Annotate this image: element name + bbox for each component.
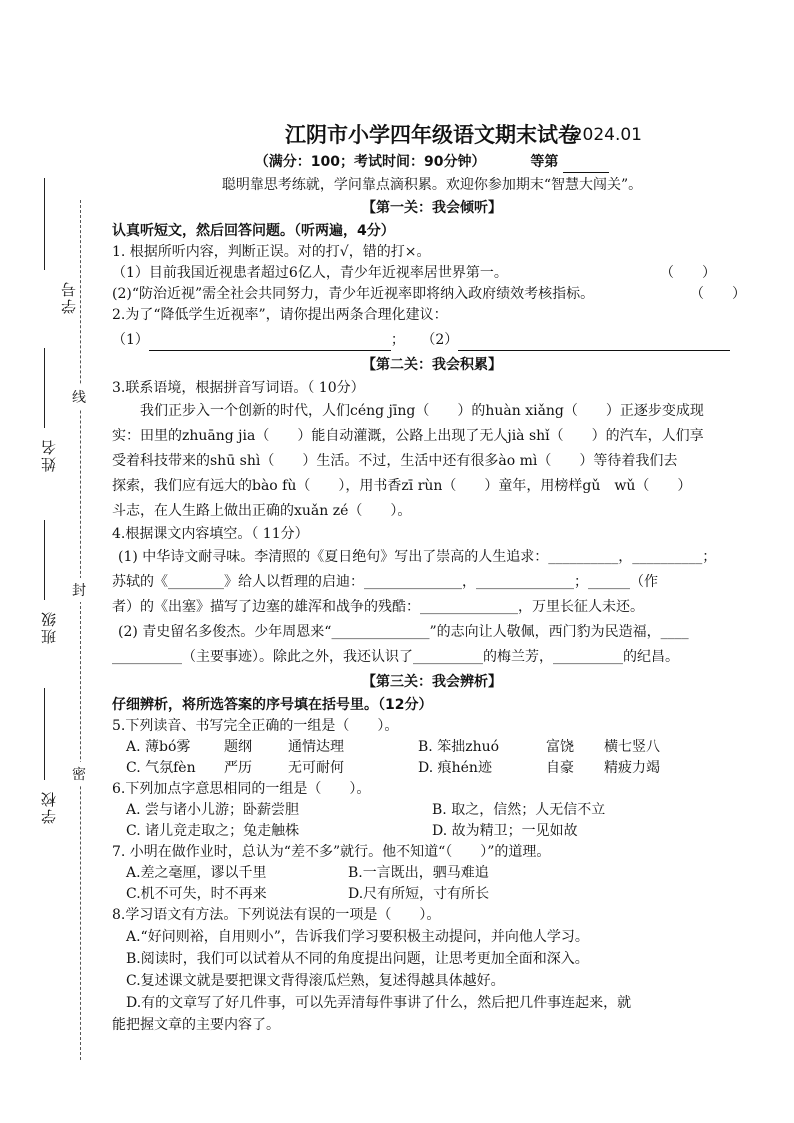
question-3: 3.联系语境，根据拼音写词语。（ 10分） bbox=[112, 380, 365, 396]
option-word: 自豪 bbox=[546, 760, 574, 776]
question-1b-text: (2)“防治近视”需全社会共同努力，青少年近视率即将纳入政府绩效考核指标。 bbox=[112, 286, 595, 302]
fill-line: 者）的《出塞》描写了边塞的雄浑和战争的残酷：______________，万里长征人未还。 bbox=[112, 599, 644, 615]
class-line[interactable] bbox=[44, 520, 45, 600]
option[interactable]: D.有的文章写了好几件事，可以先弄清每件事讲了什么，然后把几件事连起来，就 bbox=[126, 995, 632, 1011]
option[interactable]: A. 薄bó雾 bbox=[126, 739, 191, 755]
student-id-label: 学号 bbox=[60, 280, 78, 314]
question-2-answers bbox=[112, 330, 752, 351]
answer-label-2: （2） bbox=[421, 332, 459, 348]
section3-heading: 【第三关：我会辨析】 bbox=[362, 674, 502, 690]
grade-label: 等第 bbox=[530, 154, 559, 170]
option-continued: 能把握文章的主要内容了。 bbox=[112, 1017, 280, 1033]
fill-line: 苏轼的《________》给人以哲理的启迪：______________，______________；______（作 bbox=[112, 574, 658, 590]
option[interactable]: C.复述课文就是要把课文背得滚瓜烂熟，复述得越具体越好。 bbox=[126, 973, 505, 989]
seal-char-secret: 密 bbox=[72, 762, 86, 786]
question-6-options-row bbox=[112, 800, 752, 821]
question-6-options-row bbox=[112, 821, 752, 842]
question-7-options-row bbox=[112, 884, 752, 905]
question-8-options bbox=[112, 926, 752, 1036]
grade-blank[interactable] bbox=[563, 156, 609, 173]
option[interactable]: A.差之毫厘，谬以千里 bbox=[126, 865, 267, 881]
section3-instruction: 仔细辨析，将所选答案的序号填在括号里。（12分） bbox=[112, 697, 433, 713]
question-3-passage bbox=[112, 399, 752, 524]
page-title bbox=[112, 118, 752, 152]
question-5: 5.下列读音、书写完全正确的一组是（ ）。 bbox=[112, 718, 399, 734]
seal-char-seal: 封 bbox=[72, 578, 86, 602]
exam-date: 2024.01 bbox=[571, 125, 642, 145]
separator: ； bbox=[390, 332, 405, 348]
option[interactable]: D. 故为精卫；一见如故 bbox=[432, 823, 578, 839]
binding-margin bbox=[0, 0, 110, 1123]
question-2: 2.为了“降低学生近视率”，请你提出两条合理化建议： bbox=[112, 307, 448, 323]
option[interactable]: B.一言既出，驷马难追 bbox=[348, 865, 489, 881]
option-word: 题纲 bbox=[224, 739, 252, 755]
question-6: 6.下列加点字意思相同的一组是（ ）。 bbox=[112, 781, 371, 797]
exam-subtitle bbox=[112, 152, 752, 173]
option-word: 通情达理 bbox=[288, 739, 344, 755]
suggestion-1-blank[interactable] bbox=[149, 334, 391, 351]
name-label: 姓名 bbox=[40, 438, 58, 472]
student-id-line[interactable] bbox=[44, 178, 45, 270]
option[interactable]: A.“好问则裕，自用则小”，告诉我们学习要积极主动提问，并向他人学习。 bbox=[126, 929, 589, 945]
option-word: 无可耐何 bbox=[288, 760, 344, 776]
question-1b bbox=[112, 284, 752, 305]
option-word: 严历 bbox=[224, 760, 252, 776]
option[interactable]: C. 诸儿竞走取之；兔走触株 bbox=[126, 823, 300, 839]
option[interactable]: C. 气氛fèn bbox=[126, 760, 196, 776]
passage-line: 斗志，在人生路上做出正确的xuǎn zé（ ）。 bbox=[112, 503, 412, 519]
passage-line: 我们正步入一个创新的时代，人们céng jīng（ ）的huàn xiǎng（ ）正逐步变成现 bbox=[140, 403, 704, 419]
option[interactable]: C.机不可失，时不再来 bbox=[126, 886, 267, 902]
question-5-options-row bbox=[112, 758, 752, 779]
answer-paren[interactable]: （ ） bbox=[690, 286, 746, 302]
option-word: 精疲力竭 bbox=[604, 760, 660, 776]
passage-line: 实：田里的zhuāng jia（ ）能自动灌溉，公路上出现了无人jià shǐ（ ）的汽车，人们享 bbox=[112, 428, 704, 444]
passage-line: 受着科技带来的shū shì（ ）生活。不过，生活中还有很多ào mì（ ）等待着我们去 bbox=[112, 453, 678, 469]
option-word: 富饶 bbox=[546, 739, 574, 755]
answer-label-1: （1） bbox=[112, 332, 149, 348]
option[interactable]: D. 痕hén迹 bbox=[418, 760, 492, 776]
school-line[interactable] bbox=[44, 688, 45, 780]
section1-heading: 【第一关：我会倾听】 bbox=[362, 200, 502, 216]
option[interactable]: B. 取之，信然；人无信不立 bbox=[432, 802, 606, 818]
option[interactable]: B.阅读时，我们可以试着从不同的角度提出问题，让思考更加全面和深入。 bbox=[126, 951, 589, 967]
fill-line: __________（主要事迹）。除此之外，我还认识了__________的梅兰芳，__________的纪昌。 bbox=[112, 649, 679, 665]
seal-char-line: 线 bbox=[72, 385, 86, 409]
question-7-options-row bbox=[112, 863, 752, 884]
question-5-options-row bbox=[112, 737, 752, 758]
exam-title: 江阴市小学四年级语文期末试卷 bbox=[285, 123, 579, 147]
option[interactable]: D.尺有所短，寸有所长 bbox=[348, 886, 490, 902]
question-4-body bbox=[112, 545, 752, 670]
exam-content bbox=[112, 118, 752, 1036]
class-label: 班级 bbox=[40, 610, 58, 644]
suggestion-2-blank[interactable] bbox=[458, 334, 730, 351]
passage-line: 探索，我们应有远大的bào fù（ ），用书香zī rùn（ ）童年，用榜样gǔ wǔ（ ） bbox=[112, 478, 692, 494]
intro-text: 聪明靠思考练就，学问靠点滴积累。欢迎你参加期末“智慧大闯关”。 bbox=[221, 177, 643, 193]
answer-paren[interactable]: （ ） bbox=[660, 265, 716, 281]
score-time-info: （满分：100；考试时间：90分钟） bbox=[254, 154, 486, 170]
question-7: 7. 小明在做作业时，总认为“差不多”就行。他不知道“（ ）”的道理。 bbox=[112, 844, 551, 860]
option-word: 横七竖八 bbox=[604, 739, 660, 755]
question-1a-text: （1）目前我国近视患者超过6亿人，青少年近视率居世界第一。 bbox=[112, 265, 508, 281]
question-8: 8.学习语文有方法。下列说法有误的一项是（ ）。 bbox=[112, 907, 441, 923]
question-4: 4.根据课文内容填空。（ 11分） bbox=[112, 526, 309, 542]
question-1a bbox=[112, 263, 752, 284]
name-line[interactable] bbox=[44, 348, 45, 428]
option[interactable]: A. 尝与诸小儿游；卧薪尝胆 bbox=[126, 802, 300, 818]
seal-dashed-line bbox=[80, 200, 81, 1060]
section1-instruction: 认真听短文，然后回答问题。（听两遍，4分） bbox=[112, 223, 395, 239]
option[interactable]: B. 笨拙zhuó bbox=[418, 739, 500, 755]
fill-line: (1) 中华诗文耐寻味。李清照的《夏日绝句》写出了崇高的人生追求：__________，__________； bbox=[118, 549, 717, 565]
question-1: 1. 根据所听内容，判断正误。对的打√，错的打×。 bbox=[112, 244, 431, 260]
section2-heading: 【第二关：我会积累】 bbox=[362, 357, 502, 373]
school-label: 学校 bbox=[40, 790, 58, 824]
fill-line: (2) 青史留名多俊杰。少年周恩来“______________”的志向让人敬佩，西门豹为民造福，____ bbox=[118, 624, 689, 640]
